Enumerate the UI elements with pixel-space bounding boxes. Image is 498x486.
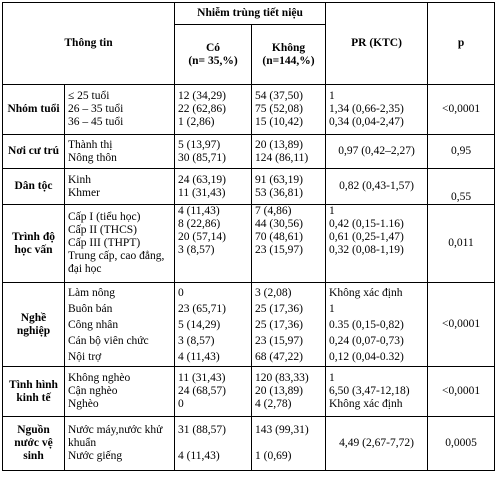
value: 0,24 (0,07-0,73)	[329, 334, 404, 347]
value: 7 (4,86)	[255, 205, 292, 217]
pr-cell	[326, 283, 428, 367]
items-cell	[65, 205, 175, 283]
yes-cell	[175, 169, 252, 205]
p-cell: <0,0001	[428, 367, 495, 417]
item: Cấp III (THPT)	[68, 237, 141, 249]
value: 0,61 (0,25-1,47)	[329, 231, 404, 243]
yes-cell	[175, 417, 252, 471]
table-row	[3, 169, 495, 205]
items-cell	[65, 85, 175, 135]
value: 4 (2,78)	[255, 398, 292, 410]
yes-cell	[175, 283, 252, 367]
value: 31 (88,57)	[178, 424, 226, 436]
item: Trung cấp, cao đẳng, đại học	[68, 250, 165, 275]
value: 24 (68,57)	[178, 385, 226, 397]
value: 25 (17,36)	[255, 302, 303, 315]
item: Công nhân	[68, 318, 119, 331]
item: Khmer	[68, 186, 100, 199]
value: Không xác định	[329, 286, 403, 299]
value: 0	[178, 286, 184, 299]
value: 6,50 (3,47-12,18)	[329, 385, 410, 397]
group-label: Nơi cư trú	[3, 135, 65, 169]
group-label: Tình hình kinh tế	[3, 367, 65, 417]
table-row	[3, 367, 495, 417]
value: 0.35 (0,15-0,82)	[329, 318, 404, 331]
value: 12 (34,29)	[178, 90, 226, 102]
p-cell: <0,0001	[428, 85, 495, 135]
value: 23 (65,71)	[178, 302, 226, 315]
table-row	[3, 135, 495, 169]
table-row	[3, 283, 495, 367]
table-row	[3, 85, 495, 135]
value: 23 (15,97)	[255, 244, 303, 256]
items-cell	[65, 283, 175, 367]
pr-cell	[326, 205, 428, 283]
item: 36 – 45 tuổi	[68, 116, 124, 128]
pr-cell: 4,49 (2,67-7,72)	[326, 417, 428, 471]
value: 5 (13,97)	[178, 138, 221, 151]
item: Nước giếng	[68, 450, 123, 462]
no-cell	[252, 169, 326, 205]
no-cell	[252, 135, 326, 169]
items-cell	[65, 417, 175, 471]
value: 1 (0,69)	[255, 450, 292, 462]
value: 23 (15,97)	[255, 334, 303, 347]
value: 3 (2,08)	[255, 286, 292, 299]
item: Nông thôn	[68, 151, 117, 164]
value: 1 (2,86)	[178, 116, 215, 128]
value: 1	[329, 372, 335, 384]
value: 0,32 (0,08-1,19)	[329, 244, 404, 256]
item: Cán bộ viên chức	[68, 334, 149, 347]
item: ≤ 25 tuổi	[68, 90, 110, 102]
value: 8 (22,86)	[178, 218, 221, 230]
table-row	[3, 417, 495, 471]
group-label: Nhóm tuổi	[3, 85, 65, 135]
value: 11 (31,43)	[178, 372, 226, 384]
item: Làm nông	[68, 286, 115, 299]
item: Buôn bán	[68, 302, 113, 315]
value: 0	[178, 398, 184, 410]
value: 4 (11,43)	[178, 205, 220, 217]
value: 15 (10,42)	[255, 116, 303, 128]
header-no	[252, 25, 326, 85]
item: Kinh	[68, 173, 91, 186]
no-cell	[252, 283, 326, 367]
value: 44 (30,56)	[255, 218, 303, 230]
header-uti: Nhiễm trùng tiết niệu	[175, 3, 326, 25]
no-cell	[252, 205, 326, 283]
pr-cell: 0,82 (0,43-1,57)	[326, 169, 428, 205]
yes-cell	[175, 85, 252, 135]
value: 1	[329, 90, 335, 102]
header-yes	[175, 25, 252, 85]
p-cell: 0,0005	[428, 417, 495, 471]
value: 1	[329, 302, 335, 315]
value: 75 (52,08)	[255, 103, 303, 115]
header-yes-text: Có (n= 35,%)	[188, 41, 238, 67]
value: 4 (11,43)	[178, 450, 220, 462]
header-no-text: Không (n=144,%)	[262, 41, 315, 67]
item: Cấp I (tiểu học)	[68, 211, 141, 223]
value: 5 (14,29)	[178, 318, 221, 331]
pr-cell	[326, 85, 428, 135]
value: 91 (63,19)	[255, 173, 303, 186]
item: Cấp II (THCS)	[68, 224, 137, 236]
item: Nội trợ	[68, 350, 102, 363]
item: Thành thị	[68, 138, 113, 151]
value: 53 (36,81)	[255, 186, 303, 199]
no-cell	[252, 85, 326, 135]
spacer	[255, 437, 322, 450]
no-cell	[252, 417, 326, 471]
pr-cell: 0,97 (0,42–2,27)	[326, 135, 428, 169]
p-cell: <0,0001	[428, 283, 495, 367]
p-cell: 0,55	[428, 169, 495, 205]
header-info: Thông tin	[3, 3, 175, 85]
value: 143 (99,31)	[255, 424, 309, 436]
value: 20 (13,89)	[255, 138, 303, 151]
items-cell	[65, 367, 175, 417]
value: 11 (31,43)	[178, 186, 226, 199]
value: 0,42 (0,15-1.16)	[329, 218, 404, 230]
pr-cell	[326, 367, 428, 417]
items-cell	[65, 135, 175, 169]
uti-table	[2, 2, 495, 471]
value: 1,34 (0,66-2,35)	[329, 103, 404, 115]
table-row	[3, 205, 495, 283]
group-label: Nghề nghiệp	[3, 283, 65, 367]
item: Nước máy,nước khử khuẩn	[68, 424, 163, 449]
p-cell: 0,95	[428, 135, 495, 169]
value: 68 (47,22)	[255, 350, 303, 363]
header-p: p	[428, 3, 495, 85]
value: Không xác định	[329, 398, 403, 410]
header-pr: PR (KTC)	[326, 3, 428, 85]
item: Nghèo	[68, 398, 99, 410]
yes-cell	[175, 205, 252, 283]
value: 70 (48,61)	[255, 231, 303, 243]
value: 54 (37,50)	[255, 90, 303, 102]
value: 1	[329, 205, 335, 217]
item: Cận nghèo	[68, 385, 118, 397]
yes-cell	[175, 367, 252, 417]
value: 4 (11,43)	[178, 350, 220, 363]
items-cell	[65, 169, 175, 205]
yes-cell	[175, 135, 252, 169]
p-cell: 0,011	[428, 205, 495, 283]
item: Không nghèo	[68, 372, 131, 384]
value: 3 (8,57)	[178, 334, 215, 347]
item: 26 – 35 tuổi	[68, 103, 124, 115]
spacer	[178, 437, 248, 450]
no-cell	[252, 367, 326, 417]
group-label: Dân tộc	[3, 169, 65, 205]
value: 0,12 (0,04-0.32)	[329, 350, 404, 363]
value: 20 (13,89)	[255, 385, 303, 397]
value: 22 (62,86)	[178, 103, 226, 115]
value: 120 (83,33)	[255, 372, 309, 384]
group-label: Nguồn nước vệ sinh	[3, 417, 65, 471]
value: 20 (57,14)	[178, 231, 226, 243]
group-label: Trình độ học vấn	[3, 205, 65, 283]
value: 0,34 (0,04-2,47)	[329, 116, 404, 128]
value: 30 (85,71)	[178, 151, 226, 164]
value: 124 (86,11)	[255, 151, 309, 164]
value: 25 (17,36)	[255, 318, 303, 331]
value: 24 (63,19)	[178, 173, 226, 186]
value: 3 (8,57)	[178, 244, 215, 256]
